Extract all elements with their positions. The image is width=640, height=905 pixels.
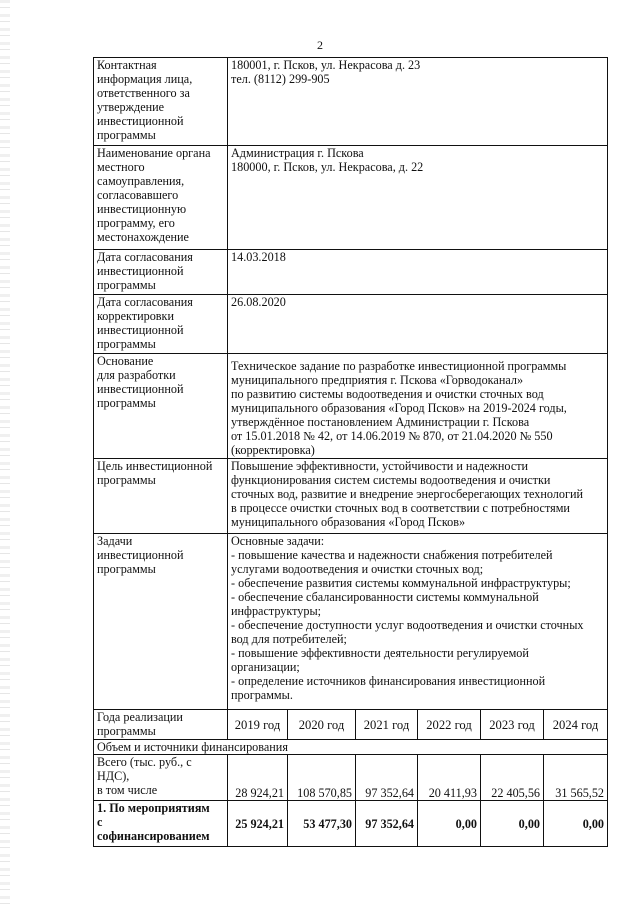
year-2022: 2022 год (418, 710, 481, 740)
measures-2020: 53 477,30 (288, 801, 356, 847)
label-years: Года реализации программы (94, 710, 228, 740)
total-2021: 97 352,64 (356, 755, 418, 801)
financing-header: Объем и источники финансирования (94, 740, 608, 755)
value-contact: 180001, г. Псков, ул. Некрасова д. 23 тел. (8112) 299-905 (228, 58, 608, 146)
row-contact (94, 58, 608, 146)
year-2024: 2024 год (544, 710, 608, 740)
label-basis: Основание для разработки инвестиционной программы (94, 354, 228, 459)
total-2023: 22 405,56 (481, 755, 544, 801)
label-tasks: Задачи инвестиционной программы (94, 534, 228, 710)
total-2022: 20 411,93 (418, 755, 481, 801)
row-correction-date (94, 295, 608, 354)
row-basis (94, 354, 608, 459)
label-measures: 1. По мероприятиям с софинансированием (94, 801, 228, 847)
row-financing-header (94, 740, 608, 755)
row-total (94, 755, 608, 801)
row-authority (94, 146, 608, 250)
total-2020: 108 570,85 (288, 755, 356, 801)
year-2023: 2023 год (481, 710, 544, 740)
label-correction-date: Дата согласования корректировки инвестиционной программы (94, 295, 228, 354)
scan-edge-artifact (0, 0, 10, 905)
label-authority: Наименование органа местного самоуправления, согласовавшего инвестиционную программу, его местонахождение (94, 146, 228, 250)
value-correction-date: 26.08.2020 (228, 295, 608, 354)
label-approval-date: Дата согласования инвестиционной программы (94, 250, 228, 295)
value-basis: Техническое задание по разработке инвестиционной программы муниципального предприятия г. Пскова «Горводоканал» по развитию системы водоотведения и очистки сточных вод муниципального образования «Город Псков» на 2019-2024 годы, утверждённое постановлением Администрации г. Пскова от 15.01.2018 № 42, от 14.06.2019 № 870, от 21.04.2020 № 550 (корректировка) (228, 354, 608, 459)
year-2020: 2020 год (288, 710, 356, 740)
row-tasks (94, 534, 608, 710)
measures-2022: 0,00 (418, 801, 481, 847)
row-goal (94, 459, 608, 534)
year-2019: 2019 год (228, 710, 288, 740)
label-contact: Контактная информация лица, ответственного за утверждение инвестиционной программы (94, 58, 228, 146)
row-measures (94, 801, 608, 847)
row-years (94, 710, 608, 740)
value-approval-date: 14.03.2018 (228, 250, 608, 295)
measures-2023: 0,00 (481, 801, 544, 847)
label-goal: Цель инвестиционной программы (94, 459, 228, 534)
value-authority: Администрация г. Пскова 180000, г. Псков, ул. Некрасова, д. 22 (228, 146, 608, 250)
label-total: Всего (тыс. руб., с НДС), в том числе (94, 755, 228, 801)
measures-2021: 97 352,64 (356, 801, 418, 847)
value-tasks: Основные задачи: - повышение качества и надежности снабжения потребителей услугами водоотведения и очистки сточных вод; - обеспечение развития системы коммунальной инфраструктуры; - обеспечение сбалансированности системы коммунальной инфраструктуры; - обеспечение доступности услуг водоотведения и очистки сточных вод для потребителей; - повышение эффективности деятельности регулируемой организации; - определение источников финансирования инвестиционной программы. (228, 534, 608, 710)
total-2024: 31 565,52 (544, 755, 608, 801)
total-2019: 28 924,21 (228, 755, 288, 801)
investment-program-table (93, 57, 608, 847)
measures-2024: 0,00 (544, 801, 608, 847)
year-2021: 2021 год (356, 710, 418, 740)
page-number: 2 (317, 38, 323, 52)
value-goal: Повышение эффективности, устойчивости и надежности функционирования систем системы водоотведения и очистки сточных вод, развитие и внедрение энергосберегающих технологий в процессе очистки сточных вод в соответствии с потребностями муниципального образования «Город Псков» (228, 459, 608, 534)
row-approval-date (94, 250, 608, 295)
measures-2019: 25 924,21 (228, 801, 288, 847)
